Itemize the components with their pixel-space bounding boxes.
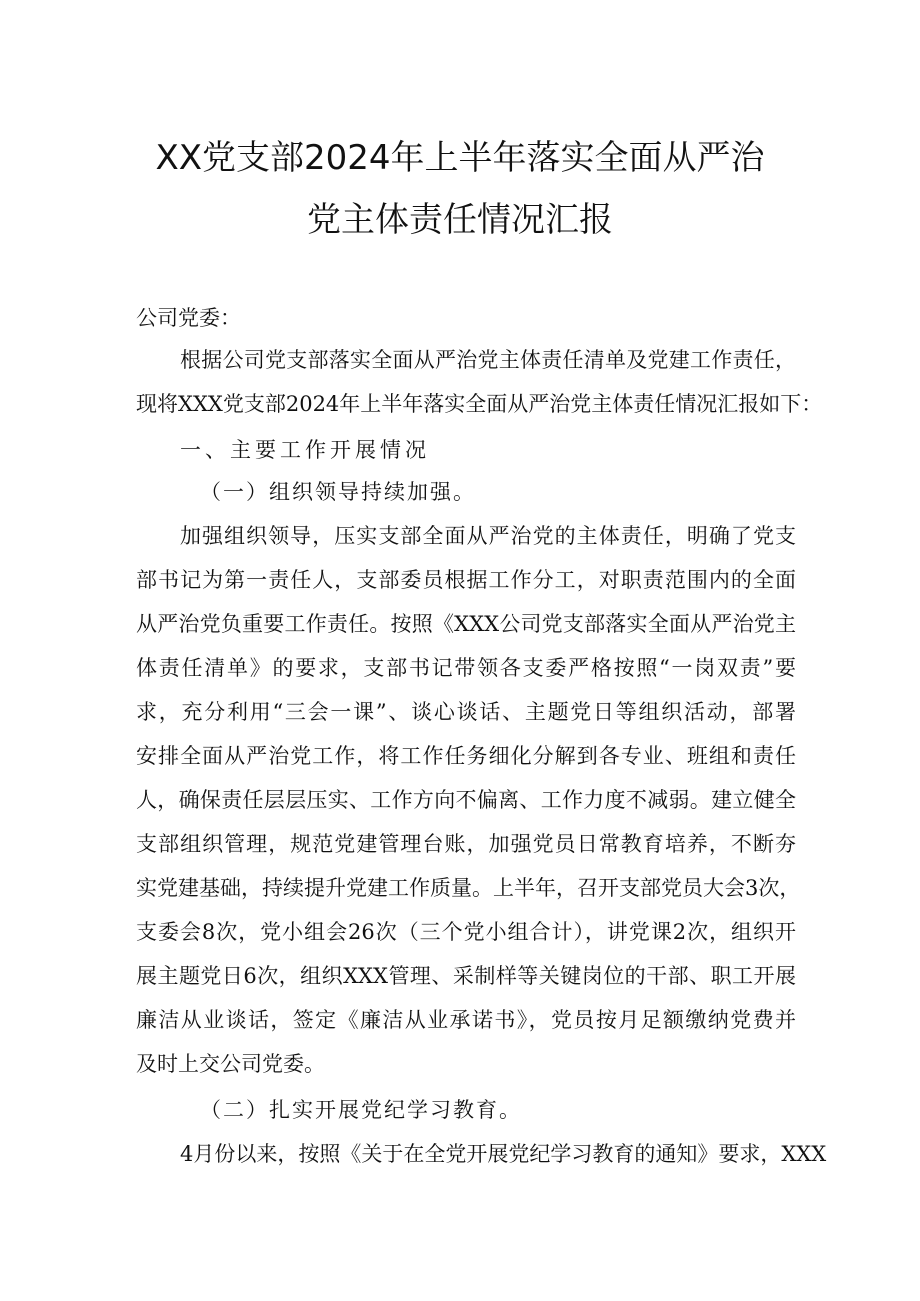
paragraph-2-line: 4月份以来，按照《关于在全党开展党纪学习教育的通知》要求，XXX bbox=[180, 1142, 827, 1166]
paragraph-1-line: 人，确保责任层层压实、工作方向不偏离、工作力度不减弱。建立健全 bbox=[136, 788, 796, 812]
document-title-line-1: XX党支部2024年上半年落实全面从严治 bbox=[155, 138, 765, 178]
paragraph-1-line: 加强组织领导，压实支部全面从严治党的主体责任，明确了党支 bbox=[180, 524, 796, 548]
subsection-heading-1: （一）组织领导持续加强。 bbox=[200, 480, 476, 504]
subsection-heading-2: （二）扎实开展党纪学习教育。 bbox=[200, 1098, 522, 1122]
paragraph-1-line: 支部组织管理，规范党建管理台账，加强党员日常教育培养，不断夯 bbox=[136, 832, 796, 856]
intro-line-2: 现将XXX党支部2024年上半年落实全面从严治党主体责任情况汇报如下： bbox=[136, 392, 823, 416]
paragraph-1-line: 支委会8次，党小组会26次（三个党小组合计），讲党课2次，组织开 bbox=[136, 920, 796, 944]
paragraph-1-line: 安排全面从严治党工作，将工作任务细化分解到各专业、班组和责任 bbox=[136, 744, 796, 768]
paragraph-1-line: 从严治党负重要工作责任。按照《XXX公司党支部落实全面从严治党主 bbox=[136, 612, 796, 636]
paragraph-1-line: 求，充分利用“三会一课”、谈心谈话、主题党日等组织活动，部署 bbox=[136, 700, 796, 724]
section-heading-1: 一、主要工作开展情况 bbox=[180, 438, 430, 462]
paragraph-1-line: 实党建基础，持续提升党建工作质量。上半年，召开支部党员大会3次， bbox=[136, 876, 801, 900]
intro-line-1: 根据公司党支部落实全面从严治党主体责任清单及党建工作责任， bbox=[180, 348, 796, 372]
paragraph-1-line: 廉洁从业谈话，签定《廉洁从业承诺书》，党员按月足额缴纳党费并 bbox=[136, 1008, 796, 1032]
salutation: 公司党委： bbox=[136, 306, 241, 330]
paragraph-1-line: 展主题党日6次，组织XXX管理、采制样等关键岗位的干部、职工开展 bbox=[136, 964, 796, 988]
document-title-line-2: 党主体责任情况汇报 bbox=[307, 200, 613, 240]
paragraph-1-line: 及时上交公司党委。 bbox=[136, 1052, 325, 1076]
paragraph-1-line: 体责任清单》的要求，支部书记带领各支委严格按照“一岗双责”要 bbox=[136, 656, 796, 680]
paragraph-1-line: 部书记为第一责任人，支部委员根据工作分工，对职责范围内的全面 bbox=[136, 568, 796, 592]
